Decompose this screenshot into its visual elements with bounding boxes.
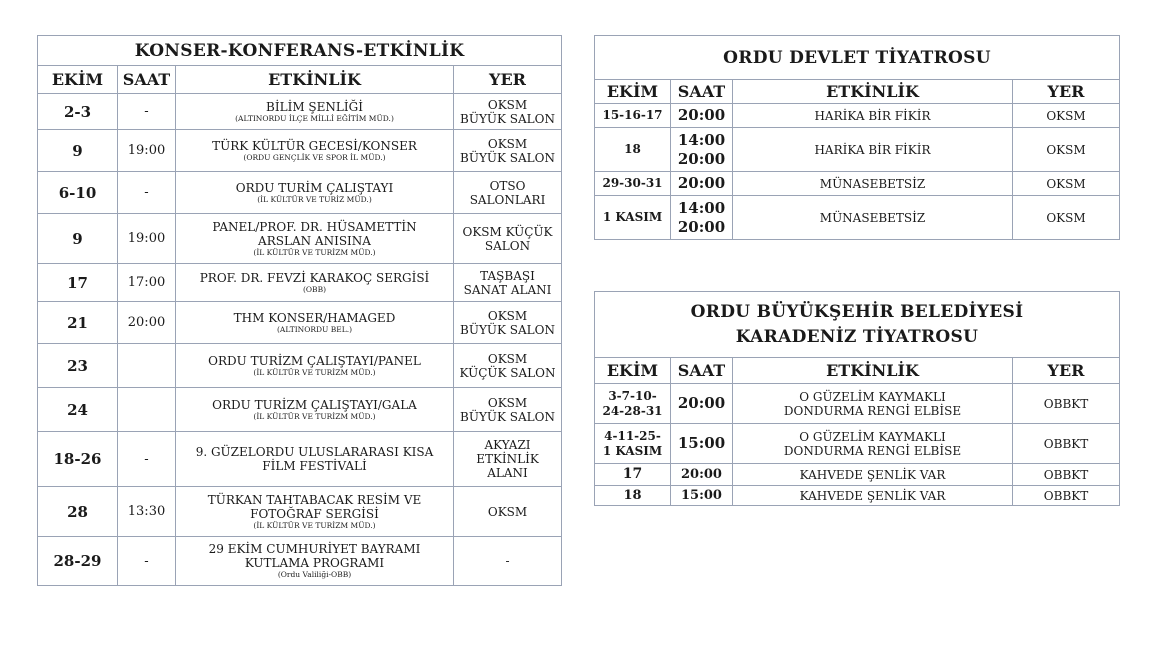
saat-cell: [671, 128, 733, 172]
table-row: [595, 196, 1120, 240]
col-header-etkinlik: ETKİNLİK: [176, 66, 454, 94]
yer-cell: OKSM: [1013, 196, 1120, 240]
event-organizer: (ORDU GENÇLİK VE SPOR İL MÜD.): [243, 152, 386, 162]
etkinlik-cell: [176, 487, 454, 537]
time-line: 20:00: [677, 149, 726, 168]
venue-line: OKSM: [487, 136, 528, 151]
saat-cell: 20:00: [118, 302, 176, 344]
ekim-cell: 6-10: [38, 172, 118, 214]
etkinlik-cell: HARİKA BİR FİKİR: [733, 104, 1013, 128]
yer-cell: [454, 302, 562, 344]
title-line: ORDU BÜYÜKŞEHİR BELEDİYESİ: [690, 301, 1024, 322]
table-row: [38, 172, 562, 214]
time-line: 14:00: [677, 130, 726, 149]
ekim-cell: 23: [38, 344, 118, 388]
etkinlik-cell: [176, 432, 454, 487]
event-title: 29 EKİM CUMHURİYET BAYRAMI: [208, 542, 421, 556]
etkinlik-cell: [176, 388, 454, 432]
table-row: [595, 486, 1120, 506]
col-header-ekim: EKİM: [38, 66, 118, 94]
table-row: [595, 424, 1120, 464]
etkinlik-cell: [733, 486, 1013, 506]
table-row: [595, 172, 1120, 196]
venue-line: SANAT ALANI: [463, 282, 552, 297]
ekim-cell: 18: [595, 128, 671, 172]
yer-cell: [454, 94, 562, 130]
saat-cell: [671, 196, 733, 240]
date-line: 24-28-31: [602, 403, 663, 418]
karadeniz-rows: [595, 384, 1120, 506]
ekim-cell: 17: [38, 264, 118, 302]
col-header-ekim: EKİM: [595, 80, 671, 104]
ekim-cell: 28-29: [38, 537, 118, 586]
state-theatre-table: [594, 35, 1120, 240]
table-title: [595, 292, 1120, 358]
yer-cell: [454, 388, 562, 432]
time-line: 20:00: [677, 174, 726, 192]
table-row: [38, 388, 562, 432]
saat-cell: 19:00: [118, 130, 176, 172]
event-title: PANEL/PROF. DR. HÜSAMETTİN: [212, 219, 417, 234]
venue-line: BÜYÜK SALON: [460, 409, 555, 424]
ekim-cell: [595, 464, 671, 486]
event-line: DONDURMA RENGİ ELBİSE: [783, 403, 962, 418]
ekim-cell: 24: [38, 388, 118, 432]
event-line: O GÜZELİM KAYMAKLI: [799, 429, 946, 444]
yer-cell: [454, 264, 562, 302]
yer-cell: [454, 432, 562, 487]
venue-line: -: [505, 554, 510, 568]
ekim-cell: [595, 424, 671, 464]
ekim-cell: 18-26: [38, 432, 118, 487]
time-line: 14:00: [677, 198, 726, 217]
event-title: FİLM FESTİVALİ: [262, 459, 367, 473]
col-header-etkinlik: ETKİNLİK: [733, 358, 1013, 384]
event-organizer: (İL KÜLTÜR VE TURİZM MÜD.): [253, 247, 376, 257]
venue-line: ETKİNLİK: [476, 452, 539, 466]
saat-cell: 17:00: [118, 264, 176, 302]
event-title: THM KONSER/HAMAGED: [233, 310, 396, 325]
ekim-cell: [595, 486, 671, 506]
karadeniz-theatre-table: [594, 291, 1120, 506]
ekim-cell: 1 KASIM: [595, 196, 671, 240]
saat-cell: -: [118, 432, 176, 487]
saat-cell: -: [118, 172, 176, 214]
event-title: TÜRK KÜLTÜR GECESİ/KONSER: [212, 138, 417, 153]
etkinlik-cell: HARİKA BİR FİKİR: [733, 128, 1013, 172]
col-header-saat: SAAT: [671, 358, 733, 384]
event-title: ORDU TURİZM ÇALIŞTAYI/PANEL: [208, 353, 421, 368]
col-header-etkinlik: ETKİNLİK: [733, 80, 1013, 104]
table-row: [38, 344, 562, 388]
table-row: [595, 384, 1120, 424]
venue-line: BÜYÜK SALON: [460, 150, 555, 165]
venue-line: BÜYÜK SALON: [460, 322, 555, 337]
date-line: 4-11-25-: [604, 428, 661, 443]
table-row: [595, 104, 1120, 128]
saat-cell: [118, 344, 176, 388]
time-line: 20:00: [677, 106, 726, 124]
saat-cell: [671, 104, 733, 128]
date-line: 1 KASIM: [602, 443, 663, 458]
venue-line: SALONLARI: [469, 192, 546, 207]
table-row: [38, 264, 562, 302]
saat-cell: 13:30: [118, 487, 176, 537]
event-title: 9. GÜZELORDU ULUSLARARASI KISA: [195, 445, 434, 459]
event-line: O GÜZELİM KAYMAKLI: [799, 389, 946, 404]
event-title: TÜRKAN TAHTABACAK RESİM VE: [207, 492, 422, 507]
ekim-cell: 28: [38, 487, 118, 537]
date-line: 17: [622, 466, 643, 482]
col-header-yer: YER: [1013, 80, 1120, 104]
venue-line: ALANI: [487, 466, 528, 480]
table-title: ORDU DEVLET TİYATROSU: [595, 36, 1120, 80]
saat-cell: 15:00: [671, 486, 733, 506]
event-line: DONDURMA RENGİ ELBİSE: [783, 443, 962, 458]
table-row: [595, 464, 1120, 486]
event-organizer: (Ordu Valiliği-OBB): [277, 570, 352, 579]
ekim-cell: [595, 384, 671, 424]
event-organizer: (OBB): [302, 284, 327, 294]
ekim-cell: 15-16-17: [595, 104, 671, 128]
event-line: KAHVEDE ŞENLİK VAR: [799, 488, 946, 503]
venue-line: OKSM: [487, 97, 528, 112]
table-row: [38, 214, 562, 264]
ekim-cell: 29-30-31: [595, 172, 671, 196]
saat-cell: -: [118, 94, 176, 130]
venue-line: OKSM: [487, 351, 528, 366]
etkinlik-cell: [733, 464, 1013, 486]
venue-line: OKSM KÜÇÜK: [462, 224, 553, 239]
event-title: ORDU TURİM ÇALIŞTAYI: [235, 180, 394, 195]
col-header-saat: SAAT: [118, 66, 176, 94]
etkinlik-cell: [733, 384, 1013, 424]
table-row: [38, 94, 562, 130]
yer-cell: [454, 537, 562, 586]
event-title: FOTOĞRAF SERGİSİ: [250, 506, 379, 521]
event-title: ORDU TURİZM ÇALIŞTAYI/GALA: [212, 397, 417, 412]
yer-cell: OBBKT: [1013, 384, 1120, 424]
venue-line: TAŞBAŞI: [480, 268, 535, 283]
col-header-saat: SAAT: [671, 80, 733, 104]
event-title: ARSLAN ANISINA: [258, 233, 371, 248]
etkinlik-cell: [176, 130, 454, 172]
concert-conference-table: [37, 35, 562, 586]
table-row: [38, 432, 562, 487]
yer-cell: OBBKT: [1013, 486, 1120, 506]
yer-cell: OKSM: [1013, 172, 1120, 196]
etkinlik-cell: [176, 172, 454, 214]
venue-line: OKSM: [487, 504, 528, 519]
yer-cell: [454, 344, 562, 388]
yer-cell: [454, 130, 562, 172]
venue-line: AKYAZI: [484, 438, 531, 452]
venue-line: OKSM: [487, 308, 528, 323]
etkinlik-cell: [176, 264, 454, 302]
table-row: [595, 128, 1120, 172]
table-row: [38, 487, 562, 537]
ekim-cell: 9: [38, 214, 118, 264]
saat-cell: [671, 172, 733, 196]
yer-cell: [454, 172, 562, 214]
event-title: KUTLAMA PROGRAMI: [244, 556, 385, 570]
event-organizer: (İL KÜLTÜR VE TURİZM MÜD.): [253, 411, 376, 421]
etkinlik-cell: [176, 344, 454, 388]
yer-cell: OBBKT: [1013, 424, 1120, 464]
etkinlik-cell: [176, 214, 454, 264]
event-title: PROF. DR. FEVZİ KARAKOÇ SERGİSİ: [199, 270, 430, 285]
event-title: BİLİM ŞENLİĞİ: [266, 99, 363, 114]
table-row: [38, 537, 562, 586]
venue-line: OTSO: [489, 178, 526, 193]
venue-line: SALON: [484, 238, 531, 253]
yer-cell: OBBKT: [1013, 464, 1120, 486]
ekim-cell: 2-3: [38, 94, 118, 130]
yer-cell: [454, 214, 562, 264]
saat-cell: 19:00: [118, 214, 176, 264]
etkinlik-cell: [176, 94, 454, 130]
yer-cell: OKSM: [1013, 104, 1120, 128]
saat-cell: -: [118, 537, 176, 586]
devlet-rows: [595, 104, 1120, 240]
saat-cell: 15:00: [671, 424, 733, 464]
event-organizer: (ALTINORDU BEL.): [276, 324, 353, 334]
date-line: 18: [623, 488, 642, 503]
event-organizer: (İL KÜLTÜR VE TURİZ MÜD.): [257, 194, 372, 204]
event-organizer: (İL KÜLTÜR VE TURİZM MÜD.): [253, 367, 376, 377]
title-line: KARADENİZ TİYATROSU: [735, 326, 979, 347]
col-header-yer: YER: [454, 66, 562, 94]
etkinlik-cell: [733, 424, 1013, 464]
yer-cell: [454, 487, 562, 537]
ekim-cell: 9: [38, 130, 118, 172]
saat-cell: 20:00: [671, 384, 733, 424]
table-row: [38, 302, 562, 344]
event-line: KAHVEDE ŞENLİK VAR: [799, 467, 946, 482]
venue-line: KÜÇÜK SALON: [459, 365, 556, 380]
date-line: 3-7-10-: [608, 388, 657, 403]
etkinlik-cell: [176, 302, 454, 344]
ekim-cell: 21: [38, 302, 118, 344]
venue-line: BÜYÜK SALON: [460, 111, 555, 126]
etkinlik-cell: MÜNASEBETSİZ: [733, 172, 1013, 196]
event-organizer: (ALTINORDU İLÇE MİLLİ EĞİTİM MÜD.): [235, 113, 394, 123]
table-row: [38, 130, 562, 172]
yer-cell: OKSM: [1013, 128, 1120, 172]
time-line: 20:00: [677, 217, 726, 236]
venue-line: OKSM: [487, 395, 528, 410]
saat-cell: 20:00: [671, 464, 733, 486]
saat-cell: [118, 388, 176, 432]
col-header-ekim: EKİM: [595, 358, 671, 384]
etkinlik-cell: [176, 537, 454, 586]
left-rows: [38, 94, 562, 586]
table-title: KONSER-KONFERANS-ETKİNLİK: [38, 36, 562, 66]
event-organizer: (İL KÜLTÜR VE TURİZM MÜD.): [253, 520, 376, 530]
col-header-yer: YER: [1013, 358, 1120, 384]
etkinlik-cell: MÜNASEBETSİZ: [733, 196, 1013, 240]
